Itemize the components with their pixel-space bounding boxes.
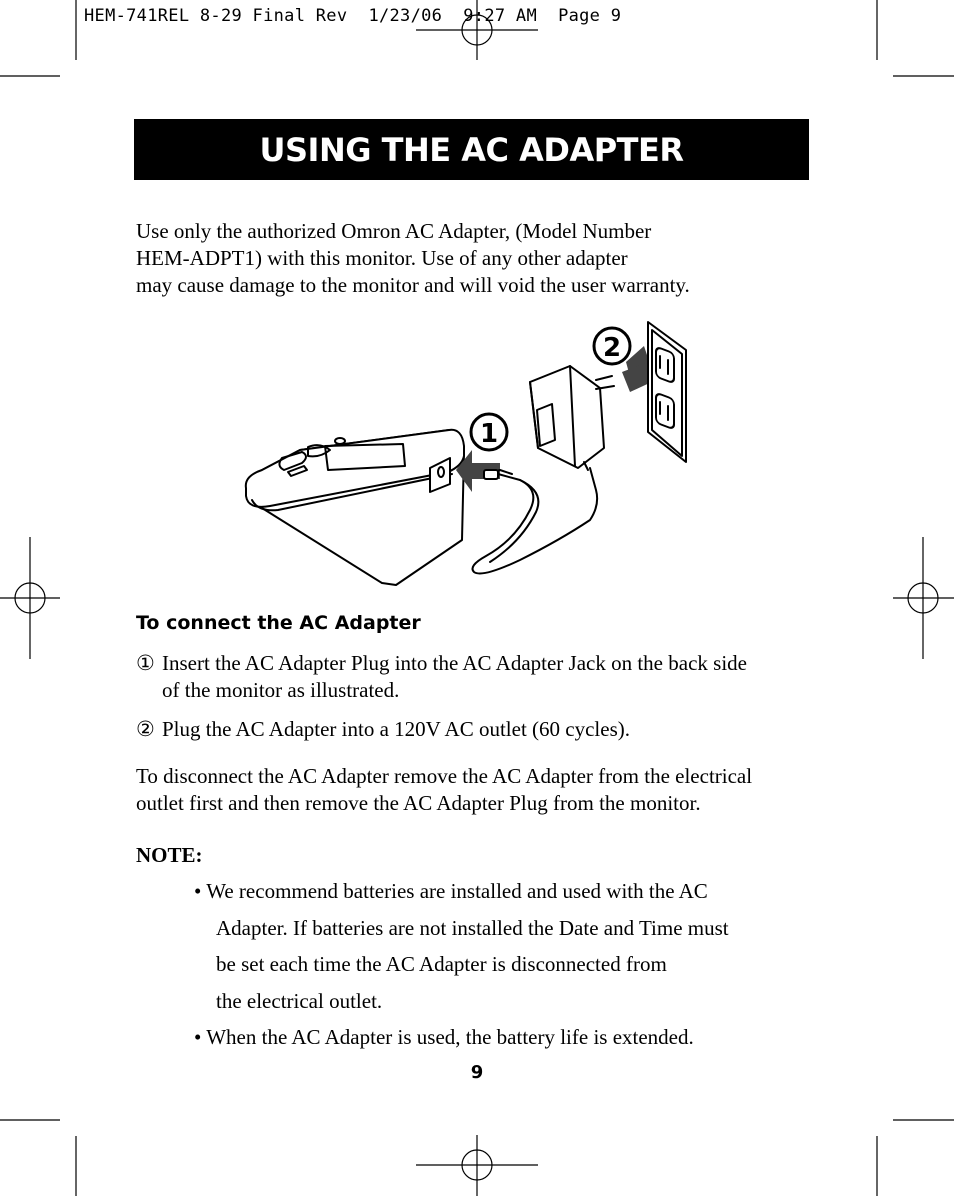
disconnect-line: To disconnect the AC Adapter remove the AC Adapter from the electrical (136, 764, 753, 788)
step-1-text-cont: of the monitor as illustrated. (162, 678, 400, 702)
note-bullet-1-line: be set each time the AC Adapter is disconnected from (216, 952, 667, 976)
print-slug-line: HEM-741REL 8-29 Final Rev 1/23/06 9:27 AM Page 9 (84, 6, 622, 26)
step-1-marker: ① (136, 651, 155, 675)
disconnect-paragraph (136, 763, 826, 817)
callout-1-icon (471, 414, 507, 450)
connect-step-1 (136, 650, 826, 704)
connect-heading: To connect the AC Adapter (136, 612, 421, 634)
step-2-marker: ② (136, 717, 155, 741)
note-bullet-2: • When the AC Adapter is used, the battery life is extended. (194, 1025, 694, 1049)
note-bullet-1-line: • We recommend batteries are installed and used with the AC (194, 879, 708, 903)
monitor-illustration (246, 430, 464, 585)
page-title-bar (134, 119, 809, 180)
intro-line: Use only the authorized Omron AC Adapter, (Model Number (136, 219, 652, 243)
step-2-text: Plug the AC Adapter into a 120V AC outlet (60 cycles). (162, 717, 630, 741)
page-number: 9 (470, 1062, 484, 1083)
connect-step-2 (136, 716, 826, 743)
disconnect-line: outlet first and then remove the AC Adapter Plug from the monitor. (136, 791, 701, 815)
callout-1-label: 1 (479, 419, 499, 449)
adapter-illustration (530, 366, 614, 470)
note-label: NOTE: (136, 843, 203, 867)
callout-2-icon (594, 328, 630, 364)
note-bullet-1-line: the electrical outlet. (216, 989, 383, 1013)
step-1-text: Insert the AC Adapter Plug into the AC Adapter Jack on the back side (162, 651, 747, 675)
intro-paragraph (136, 218, 816, 299)
intro-line: HEM-ADPT1) with this monitor. Use of any other adapter (136, 246, 628, 270)
note-bullet-1-line: Adapter. If batteries are not installed the Date and Time must (216, 916, 729, 940)
page-title: USING THE AC ADAPTER (259, 130, 684, 169)
ac-adapter-illustration (236, 316, 696, 591)
callout-2-label: 2 (602, 333, 622, 363)
wall-outlet-illustration (648, 322, 686, 462)
intro-line: may cause damage to the monitor and will void the user warranty. (136, 273, 690, 297)
